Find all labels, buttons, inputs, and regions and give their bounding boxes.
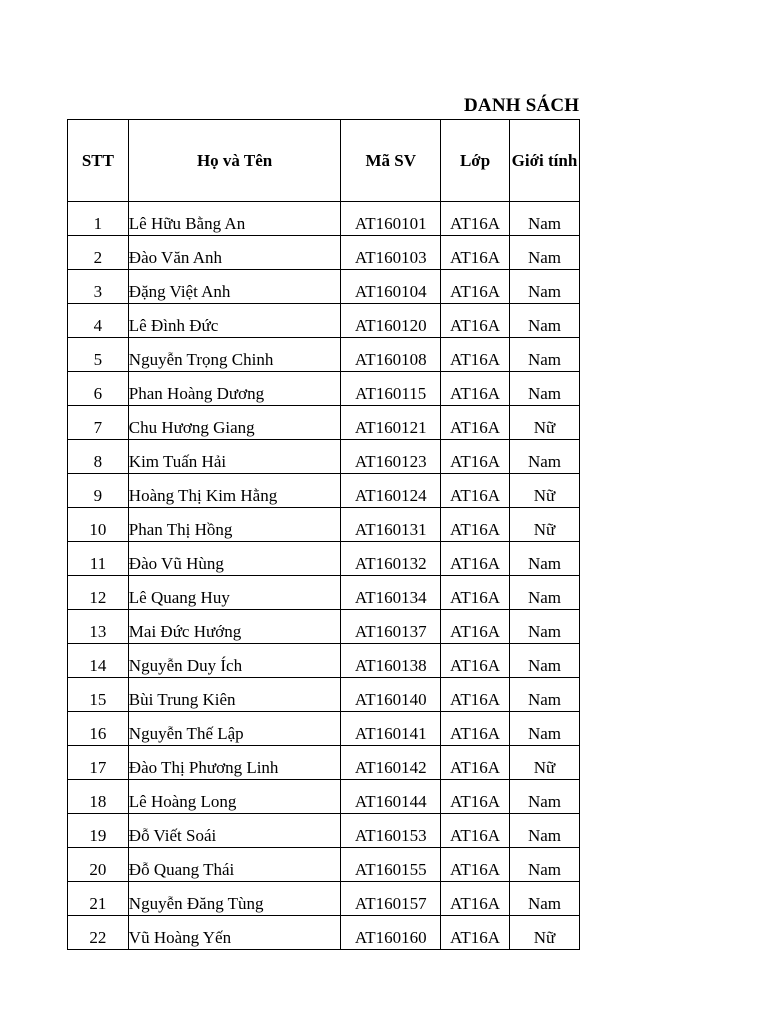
cell-gender: Nam <box>510 372 580 406</box>
cell-gender: Nam <box>510 542 580 576</box>
cell-class: AT16A <box>441 406 510 440</box>
cell-student-id: AT160157 <box>341 882 441 916</box>
cell-name: Phan Thị Hồng <box>128 508 341 542</box>
cell-student-id: AT160101 <box>341 202 441 236</box>
cell-name: Đào Văn Anh <box>128 236 341 270</box>
table-row <box>68 304 580 338</box>
cell-stt: 10 <box>68 508 129 542</box>
cell-class: AT16A <box>441 746 510 780</box>
cell-student-id: AT160144 <box>341 780 441 814</box>
table-row <box>68 372 580 406</box>
cell-name: Nguyễn Trọng Chinh <box>128 338 341 372</box>
cell-name: Lê Hữu Bằng An <box>128 202 341 236</box>
table-row <box>68 780 580 814</box>
cell-stt: 17 <box>68 746 129 780</box>
cell-stt: 7 <box>68 406 129 440</box>
header-name: Họ và Tên <box>128 120 341 202</box>
cell-class: AT16A <box>441 304 510 338</box>
cell-class: AT16A <box>441 712 510 746</box>
cell-gender: Nam <box>510 338 580 372</box>
cell-stt: 18 <box>68 780 129 814</box>
cell-gender: Nam <box>510 882 580 916</box>
table-row <box>68 848 580 882</box>
cell-class: AT16A <box>441 270 510 304</box>
cell-gender: Nữ <box>510 508 580 542</box>
cell-student-id: AT160138 <box>341 644 441 678</box>
cell-student-id: AT160121 <box>341 406 441 440</box>
table-row <box>68 338 580 372</box>
cell-name: Nguyễn Thế Lập <box>128 712 341 746</box>
cell-gender: Nữ <box>510 916 580 950</box>
table-row <box>68 270 580 304</box>
cell-gender: Nam <box>510 780 580 814</box>
student-list-table <box>67 119 580 950</box>
cell-stt: 8 <box>68 440 129 474</box>
cell-student-id: AT160123 <box>341 440 441 474</box>
cell-student-id: AT160124 <box>341 474 441 508</box>
cell-class: AT16A <box>441 780 510 814</box>
table-row <box>68 406 580 440</box>
cell-name: Hoàng Thị Kim Hằng <box>128 474 341 508</box>
table-row <box>68 916 580 950</box>
cell-stt: 19 <box>68 814 129 848</box>
cell-name: Bùi Trung Kiên <box>128 678 341 712</box>
cell-gender: Nam <box>510 644 580 678</box>
table-row <box>68 474 580 508</box>
cell-student-id: AT160155 <box>341 848 441 882</box>
cell-name: Đào Vũ Hùng <box>128 542 341 576</box>
table-row <box>68 712 580 746</box>
cell-name: Vũ Hoàng Yến <box>128 916 341 950</box>
header-row <box>68 120 580 202</box>
header-class: Lớp <box>441 120 510 202</box>
table-row <box>68 508 580 542</box>
cell-student-id: AT160141 <box>341 712 441 746</box>
cell-stt: 2 <box>68 236 129 270</box>
cell-class: AT16A <box>441 542 510 576</box>
table-row <box>68 440 580 474</box>
cell-class: AT16A <box>441 372 510 406</box>
cell-gender: Nữ <box>510 406 580 440</box>
cell-stt: 20 <box>68 848 129 882</box>
cell-stt: 15 <box>68 678 129 712</box>
cell-student-id: AT160120 <box>341 304 441 338</box>
cell-stt: 13 <box>68 610 129 644</box>
cell-student-id: AT160132 <box>341 542 441 576</box>
cell-class: AT16A <box>441 882 510 916</box>
table-body <box>68 202 580 950</box>
cell-student-id: AT160134 <box>341 576 441 610</box>
cell-stt: 11 <box>68 542 129 576</box>
cell-class: AT16A <box>441 474 510 508</box>
cell-student-id: AT160137 <box>341 610 441 644</box>
cell-class: AT16A <box>441 440 510 474</box>
cell-class: AT16A <box>441 508 510 542</box>
cell-name: Chu Hương Giang <box>128 406 341 440</box>
cell-student-id: AT160160 <box>341 916 441 950</box>
cell-student-id: AT160142 <box>341 746 441 780</box>
cell-student-id: AT160115 <box>341 372 441 406</box>
table-row <box>68 610 580 644</box>
cell-class: AT16A <box>441 848 510 882</box>
cell-name: Đào Thị Phương Linh <box>128 746 341 780</box>
table-row <box>68 746 580 780</box>
cell-class: AT16A <box>441 202 510 236</box>
cell-student-id: AT160153 <box>341 814 441 848</box>
cell-gender: Nam <box>510 678 580 712</box>
cell-stt: 16 <box>68 712 129 746</box>
cell-class: AT16A <box>441 236 510 270</box>
cell-name: Phan Hoàng Dương <box>128 372 341 406</box>
cell-name: Đỗ Viết Soái <box>128 814 341 848</box>
cell-name: Nguyễn Đăng Tùng <box>128 882 341 916</box>
cell-class: AT16A <box>441 610 510 644</box>
cell-gender: Nam <box>510 236 580 270</box>
cell-class: AT16A <box>441 678 510 712</box>
cell-stt: 1 <box>68 202 129 236</box>
cell-stt: 21 <box>68 882 129 916</box>
table-row <box>68 202 580 236</box>
cell-gender: Nữ <box>510 746 580 780</box>
cell-gender: Nam <box>510 610 580 644</box>
table-row <box>68 882 580 916</box>
cell-name: Lê Đình Đức <box>128 304 341 338</box>
cell-stt: 22 <box>68 916 129 950</box>
table-row <box>68 678 580 712</box>
cell-gender: Nam <box>510 712 580 746</box>
header-gender: Giới tính <box>510 120 580 202</box>
cell-student-id: AT160108 <box>341 338 441 372</box>
cell-student-id: AT160104 <box>341 270 441 304</box>
cell-stt: 4 <box>68 304 129 338</box>
cell-stt: 6 <box>68 372 129 406</box>
cell-stt: 5 <box>68 338 129 372</box>
document-title: DANH SÁCH <box>464 95 580 116</box>
cell-class: AT16A <box>441 644 510 678</box>
cell-stt: 12 <box>68 576 129 610</box>
cell-gender: Nam <box>510 814 580 848</box>
cell-student-id: AT160103 <box>341 236 441 270</box>
cell-name: Mai Đức Hướng <box>128 610 341 644</box>
cell-gender: Nữ <box>510 474 580 508</box>
cell-class: AT16A <box>441 814 510 848</box>
table-row <box>68 814 580 848</box>
cell-gender: Nam <box>510 440 580 474</box>
cell-class: AT16A <box>441 916 510 950</box>
cell-stt: 14 <box>68 644 129 678</box>
cell-stt: 9 <box>68 474 129 508</box>
table-row <box>68 236 580 270</box>
cell-student-id: AT160140 <box>341 678 441 712</box>
cell-stt: 3 <box>68 270 129 304</box>
cell-gender: Nam <box>510 848 580 882</box>
cell-gender: Nam <box>510 202 580 236</box>
table-row <box>68 542 580 576</box>
cell-name: Đặng Việt Anh <box>128 270 341 304</box>
cell-name: Nguyễn Duy Ích <box>128 644 341 678</box>
table-row <box>68 644 580 678</box>
cell-gender: Nam <box>510 576 580 610</box>
cell-class: AT16A <box>441 338 510 372</box>
header-stt: STT <box>68 120 129 202</box>
table-row <box>68 576 580 610</box>
cell-name: Đỗ Quang Thái <box>128 848 341 882</box>
cell-student-id: AT160131 <box>341 508 441 542</box>
cell-name: Kim Tuấn Hải <box>128 440 341 474</box>
cell-name: Lê Hoàng Long <box>128 780 341 814</box>
cell-gender: Nam <box>510 304 580 338</box>
cell-class: AT16A <box>441 576 510 610</box>
cell-name: Lê Quang Huy <box>128 576 341 610</box>
cell-gender: Nam <box>510 270 580 304</box>
header-student-id: Mã SV <box>341 120 441 202</box>
